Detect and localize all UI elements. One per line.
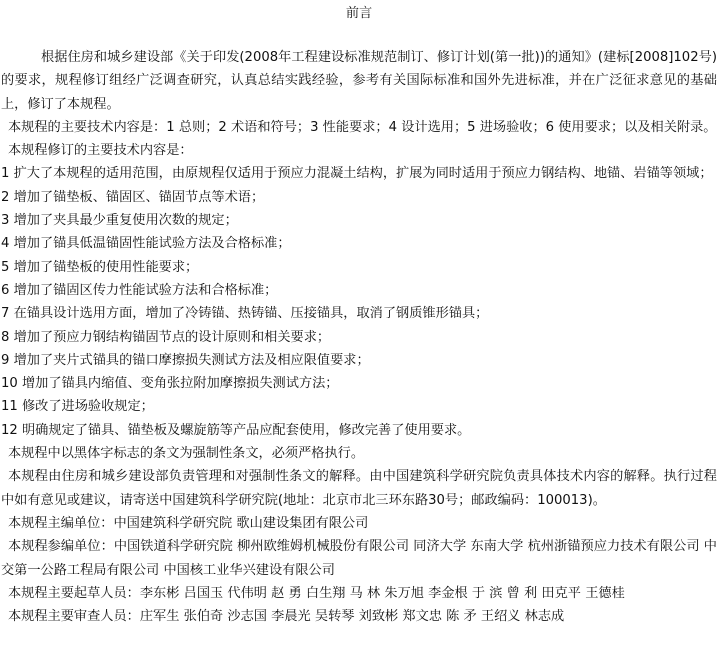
revision-item: 5 增加了锚垫板的使用性能要求；: [1, 259, 199, 275]
revision-item: 2 增加了锚垫板、锚固区、锚固节点等术语；: [1, 189, 265, 205]
revision-item: 1 扩大了本规程的适用范围，由原规程仅适用于预应力混凝土结构，扩展为同时适用于预应力钢结构、地锚、岩锚等领域；: [1, 166, 713, 182]
mandatory-note: 本规程中以黑体字标志的条文为强制性条文，必须严格执行。: [8, 446, 365, 462]
revision-item: 8 增加了预应力钢结构锚固节点的设计原则和相关要求；: [1, 329, 331, 345]
revision-item: 6 增加了锚固区传力性能试验方法和合格标准；: [1, 282, 278, 298]
revision-item: 7 在锚具设计选用方面，增加了冷铸锚、热铸锚、压接锚具，取消了钢质锥形锚具；: [1, 306, 489, 322]
management-paragraph: 本规程由住房和城乡建设部负责管理和对强制性条文的解释。由中国建筑科学研究院负责具体技术内容的解释。执行过程中如有意见或建议，请寄送中国建筑科学研究院(地址：北京市北三环东路30号；邮政编码：100013)。: [1, 469, 717, 508]
participating-units: 本规程参编单位：中国铁道科学研究院 柳州欧维姆机械股份有限公司 同济大学 东南大学 杭州浙锚预应力技术有限公司 中交第一公路工程局有限公司 中国核工业华兴建设有限公司: [1, 539, 717, 578]
page-title: 前言: [345, 6, 373, 21]
chief-units: 本规程主编单位：中国建筑科学研究院 歌山建设集团有限公司: [8, 515, 369, 531]
drafters: 本规程主要起草人员：李东彬 吕国玉 代伟明 赵 勇 白生翔 马 林 朱万旭 李金根 于 滨 曾 利 田克平 王德桂: [8, 585, 625, 601]
revision-heading: 本规程修订的主要技术内容是：: [8, 143, 193, 159]
intro-paragraph: 根据住房和城乡建设部《关于印发(2008年工程建设标准规范制订、修订计划(第一批))的通知》(建标[2008]102号)的要求，规程修订组经广泛调查研究，认真总结实践经验，参考有关国际标准和国外先进标准，并在广泛征求意见的基础上，修订了本规程。: [1, 50, 717, 112]
revision-item: 3 增加了夹具最少重复使用次数的规定；: [1, 213, 238, 229]
revision-item: 11 修改了进场验收规定；: [1, 399, 154, 415]
revision-item: 12 明确规定了锚具、锚垫板及螺旋筋等产品应配套使用，修改完善了使用要求。: [1, 422, 471, 438]
revision-item: 4 增加了锚具低温锚固性能试验方法及合格标准；: [1, 236, 291, 252]
reviewers: 本规程主要审查人员：庄军生 张伯奇 沙志国 李晨光 吴转琴 刘致彬 郑文忠 陈 矛 王绍义 林志成: [8, 609, 565, 625]
revision-item: 10 增加了锚具内缩值、变角张拉附加摩擦损失测试方法；: [1, 376, 339, 392]
title-spacer: [1, 26, 717, 46]
revision-item: 9 增加了夹片式锚具的锚口摩擦损失测试方法及相应限值要求；: [1, 352, 370, 368]
main-content-paragraph: 本规程的主要技术内容是：1 总则；2 术语和符号；3 性能要求；4 设计选用；5 进场验收；6 使用要求；以及相关附录。: [8, 119, 717, 135]
revision-list: [1, 162, 717, 442]
